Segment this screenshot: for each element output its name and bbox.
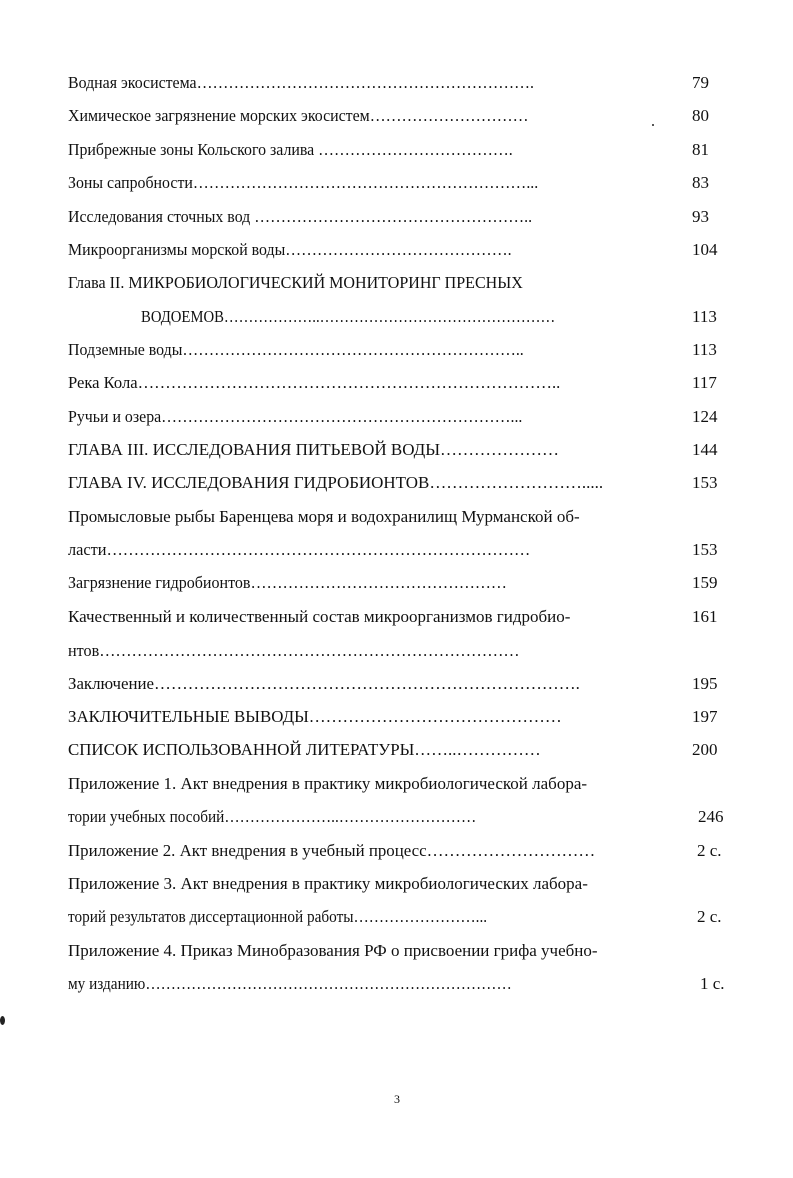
toc-entry-text: му изданию……………………………………………………………… [68,974,512,993]
toc-entry-page: 2 с. [697,907,722,926]
toc-entry-text: ЗАКЛЮЧИТЕЛЬНЫЕ ВЫВОДЫ……………………………………… [68,707,562,726]
toc-entry-page: 2 с. [697,841,722,860]
toc-entry-text: ГЛАВА IV. ИССЛЕДОВАНИЯ ГИДРОБИОНТОВ………………………..... [68,473,604,492]
toc-entry-page: 79 [692,73,709,92]
toc-entry-text: Прибрежные зоны Кольского залива ………………………………. [68,140,513,159]
toc-entry-page: 113 [692,307,717,326]
toc-entry-page: 153 [692,473,718,492]
toc-entry-page: 113 [692,340,717,359]
toc-entry-text: ласти…………………………………………………………………… [68,540,531,559]
toc-entry-page: 246 [698,807,724,826]
toc-entry-page: 117 [692,373,717,392]
toc-entry-text: Заключение…………………………………………………………………. [68,674,580,693]
toc-entry-text: Микроорганизмы морской воды……………………………………. [68,240,512,259]
toc-entry-text: ВОДОЕМОВ………………..………………………………………… [141,307,556,326]
toc-entry-text: СПИСОК ИСПОЛЬЗОВАННОЙ ЛИТЕРАТУРЫ……..…………… [68,740,541,759]
toc-entry-text: Река Кола………………………………………………………………….. [68,373,561,392]
toc-entry-page: 1 с. [700,974,725,993]
toc-entry-text: Загрязнение гидробионтов………………………………………… [68,573,507,592]
toc-entry-page: 197 [692,707,718,726]
toc-entry-text: ГЛАВА III. ИССЛЕДОВАНИЯ ПИТЬЕВОЙ ВОДЫ………………… [68,440,560,459]
toc-entry-text: Качественный и количественный состав микроорганизмов гидробио- [68,607,571,626]
toc-entry-text: Приложение 1. Акт внедрения в практику микробиологической лабора- [68,774,588,793]
toc-entry-text: торий результатов диссертационной работы……………………... [68,907,488,926]
toc-entry-page: 124 [692,407,718,426]
toc-entry-text: Приложение 4. Приказ Минобразования РФ о присвоении грифа учебно- [68,941,598,960]
toc-entry-text: Ручьи и озера…………………………………………………………... [68,407,523,426]
toc-entry-text: Водная экосистема………………………………………………………. [68,73,535,92]
scan-speck [652,124,654,126]
toc-entry-page: 81 [692,140,709,159]
toc-entry-page: 200 [692,740,718,759]
toc-entry-text: Приложение 2. Акт внедрения в учебный процесс………………………… [68,841,596,860]
toc-entry-text: тории учебных пособий…………………..……………………… [68,807,477,826]
toc-entry-page: 93 [692,207,709,226]
toc-entry-text: нтов…………………………………………………………………… [68,641,520,660]
toc-entry-page: 159 [692,573,718,592]
toc-entry-text: Промысловые рыбы Баренцева моря и водохранилищ Мурманской об- [68,507,580,526]
toc-entry-text: Глава II. МИКРОБИОЛОГИЧЕСКИЙ МОНИТОРИНГ ПРЕСНЫХ [68,273,523,292]
toc-entry-page: 153 [692,540,718,559]
scan-speck [0,1016,5,1025]
toc-entry-text: Исследования сточных вод …………………………………………….. [68,207,533,226]
toc-entry-page: 80 [692,106,709,125]
toc-entry-text: Приложение 3. Акт внедрения в практику микробиологических лабора- [68,874,588,893]
toc-entry-text: Химическое загрязнение морских экосистем………………………… [68,106,529,125]
toc-entry-text: Подземные воды……………………………………………………….. [68,340,524,359]
toc-entry-text: Зоны сапробности………………………………………………………... [68,173,539,192]
toc-entry-page: 144 [692,440,718,459]
toc-entry-page: 83 [692,173,709,192]
page-number: 3 [394,1092,400,1106]
toc-entry-page: 104 [692,240,718,259]
toc-entry-page: 195 [692,674,718,693]
toc-entry-page: 161 [692,607,718,626]
